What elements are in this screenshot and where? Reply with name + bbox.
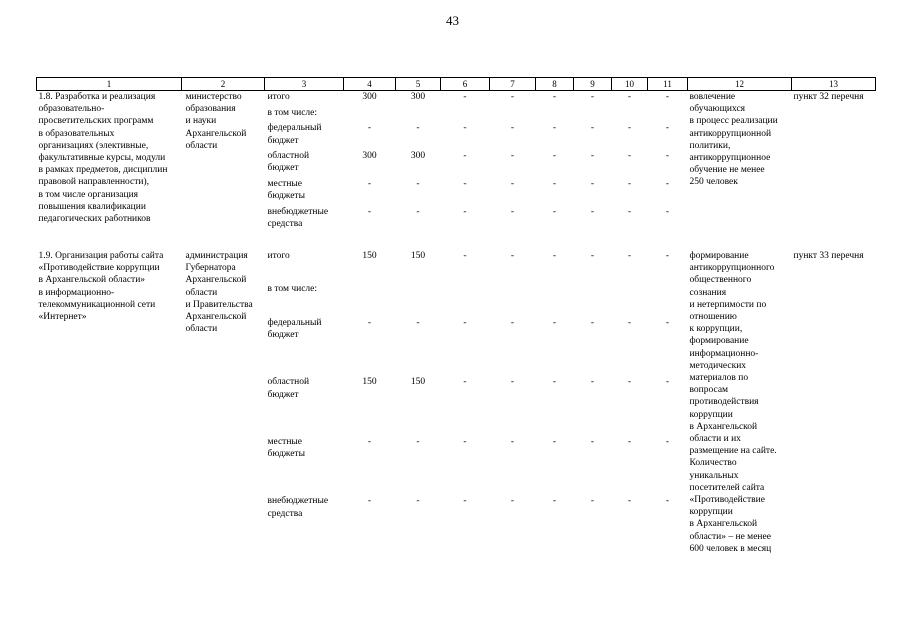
funding-value [396, 283, 441, 316]
funding-value [344, 107, 396, 123]
funding-value: 300 [362, 151, 377, 162]
funding-value: - [665, 92, 670, 102]
funding-value: - [590, 207, 595, 218]
funding-value [441, 107, 490, 123]
funding-value: - [665, 207, 670, 218]
funding-value: - [416, 207, 420, 218]
funding-value: - [463, 92, 467, 102]
funding-value [574, 107, 612, 123]
column-number: 11 [648, 78, 688, 91]
funding-value: - [627, 151, 632, 162]
funding-value: - [627, 92, 632, 102]
column-number: 9 [574, 78, 612, 91]
funding-value: 300 [362, 92, 377, 102]
funding-value: - [510, 496, 515, 507]
funding-value: - [627, 179, 632, 190]
funding-value: - [552, 123, 557, 134]
funding-value: - [590, 123, 595, 134]
funding-value: - [590, 496, 595, 507]
funding-value: - [416, 436, 420, 447]
column-number: 10 [612, 78, 648, 91]
column-number: 4 [344, 78, 396, 91]
funding-value: - [665, 250, 670, 261]
column-number: 13 [792, 78, 876, 91]
funding-value [490, 107, 536, 123]
column-number: 6 [441, 78, 490, 91]
funding-value: - [665, 179, 670, 190]
funding-value [648, 283, 688, 316]
funding-value [536, 107, 574, 123]
funding-value [648, 107, 688, 123]
funding-source: местные бюджеты [267, 179, 305, 202]
funding-value: - [510, 207, 515, 218]
funding-source: федеральный бюджет [267, 123, 322, 146]
executor-cell: министерство образования и науки Архангельской области [185, 92, 247, 151]
funding-value: - [367, 317, 372, 328]
funding-source: федеральный бюджет [267, 317, 322, 341]
funding-value: - [590, 436, 595, 447]
funding-value: 150 [362, 377, 377, 388]
funding-value: - [367, 436, 372, 447]
funding-value: 300 [410, 151, 426, 162]
funding-value: - [463, 123, 467, 134]
funding-value: - [510, 436, 515, 447]
funding-value [344, 283, 396, 316]
funding-value: - [510, 92, 515, 102]
funding-value [612, 283, 648, 316]
funding-value: - [665, 436, 670, 447]
funding-value: - [416, 496, 420, 507]
reference-cell: пункт 33 перечня [793, 250, 864, 261]
funding-value: - [552, 496, 557, 507]
funding-value: - [510, 377, 515, 388]
funding-value: - [627, 207, 632, 218]
funding-value: - [510, 317, 515, 328]
measure-description: 1.9. Организация работы сайта «Противодействие коррупции в Архангельской области» в информационно- телекоммуникационной сети «Интернет» [38, 250, 164, 322]
funding-value: - [627, 377, 632, 388]
funding-value: - [510, 123, 515, 134]
funding-value: - [463, 317, 467, 328]
column-number: 5 [396, 78, 441, 91]
funding-row [37, 91, 876, 107]
funding-value [441, 283, 490, 316]
funding-value: - [463, 250, 467, 261]
funding-value: - [510, 151, 515, 162]
column-number: 7 [490, 78, 536, 91]
funding-value: - [367, 496, 372, 507]
funding-source: в том числе: [267, 284, 318, 295]
funding-value [536, 283, 574, 316]
funding-value: - [552, 179, 557, 190]
executor-cell: администрация Губернатора Архангельской области и Правительства Архангельской области [185, 250, 253, 335]
funding-value: - [590, 151, 595, 162]
funding-value: - [463, 207, 467, 218]
funding-value: - [416, 317, 420, 328]
funding-value: - [510, 179, 515, 190]
funding-source: областной бюджет [267, 377, 310, 400]
expected-result: вовлечение обучающихся в процесс реализации антикоррупционной политики, антикоррупционное обучение не менее 250 человек [689, 92, 778, 188]
funding-value: - [552, 377, 557, 388]
funding-value: 300 [410, 92, 426, 102]
funding-value: 150 [362, 250, 377, 261]
funding-value: - [552, 250, 557, 261]
funding-value: - [665, 151, 670, 162]
funding-value: - [463, 179, 467, 190]
funding-value: 150 [410, 250, 426, 261]
funding-value: - [627, 123, 632, 134]
page-number: 43 [446, 13, 459, 28]
funding-value: - [552, 317, 557, 328]
funding-value: - [552, 436, 557, 447]
column-number: 1 [37, 78, 182, 91]
funding-value: - [367, 207, 372, 218]
funding-source: внебюджетные средства [267, 496, 329, 519]
funding-source: в том числе: [267, 107, 318, 118]
funding-value: - [590, 179, 595, 190]
funding-value: - [416, 123, 420, 134]
funding-value: - [627, 317, 632, 328]
funding-value [396, 107, 441, 123]
funding-value: 150 [410, 377, 426, 388]
funding-value: - [590, 92, 595, 102]
funding-source: внебюджетные средства [267, 207, 329, 230]
funding-value: - [552, 151, 557, 162]
funding-value: - [552, 92, 557, 102]
funding-value: - [552, 207, 557, 218]
funding-value: - [416, 179, 420, 190]
column-number: 3 [265, 78, 344, 91]
column-number: 8 [536, 78, 574, 91]
funding-row [37, 250, 876, 283]
funding-value: - [627, 436, 632, 447]
funding-value: - [463, 436, 467, 447]
measures-table [36, 77, 876, 555]
funding-value: - [463, 496, 467, 507]
funding-value: - [665, 317, 670, 328]
measure-description: 1.8. Разработка и реализация образовательно- просветительских программ в образовательных организациях (элективные, факультативные курсы, модули в рамках предметов, дисциплин правовой направленности), в том числе организация повышения квалификации педагогических работников [38, 92, 168, 225]
funding-value: - [463, 151, 467, 162]
funding-value: - [367, 179, 372, 190]
funding-value: - [665, 123, 670, 134]
funding-value: - [590, 250, 595, 261]
funding-value: - [463, 377, 467, 388]
funding-value [612, 107, 648, 123]
funding-value: - [665, 377, 670, 388]
funding-value: - [627, 496, 632, 507]
funding-value: - [590, 317, 595, 328]
funding-source: местные бюджеты [267, 436, 305, 460]
funding-value [574, 283, 612, 316]
funding-value [490, 283, 536, 316]
funding-value: - [590, 377, 595, 388]
funding-source: областной бюджет [267, 151, 310, 174]
funding-value: - [665, 496, 670, 507]
column-number: 2 [182, 78, 265, 91]
reference-cell: пункт 32 перечня [793, 92, 864, 102]
column-number-row [37, 78, 876, 91]
funding-value: - [367, 123, 372, 134]
column-number: 12 [688, 78, 792, 91]
funding-source: итого [267, 92, 290, 102]
funding-value: - [510, 250, 515, 261]
funding-value: - [627, 250, 632, 261]
row-spacer [37, 234, 876, 250]
funding-source: итого [267, 250, 290, 261]
expected-result: формирование антикоррупционного общественного сознания и нетерпимости по отношению к коррупции, формирование информационно- методических материалов по вопросам противодействия коррупции в Архангельской области и их размещение на сайте. Количество уникальных посетителей сайта «Противодействие коррупции в Архангельской области» – не менее 600 человек в месяц [689, 250, 777, 554]
